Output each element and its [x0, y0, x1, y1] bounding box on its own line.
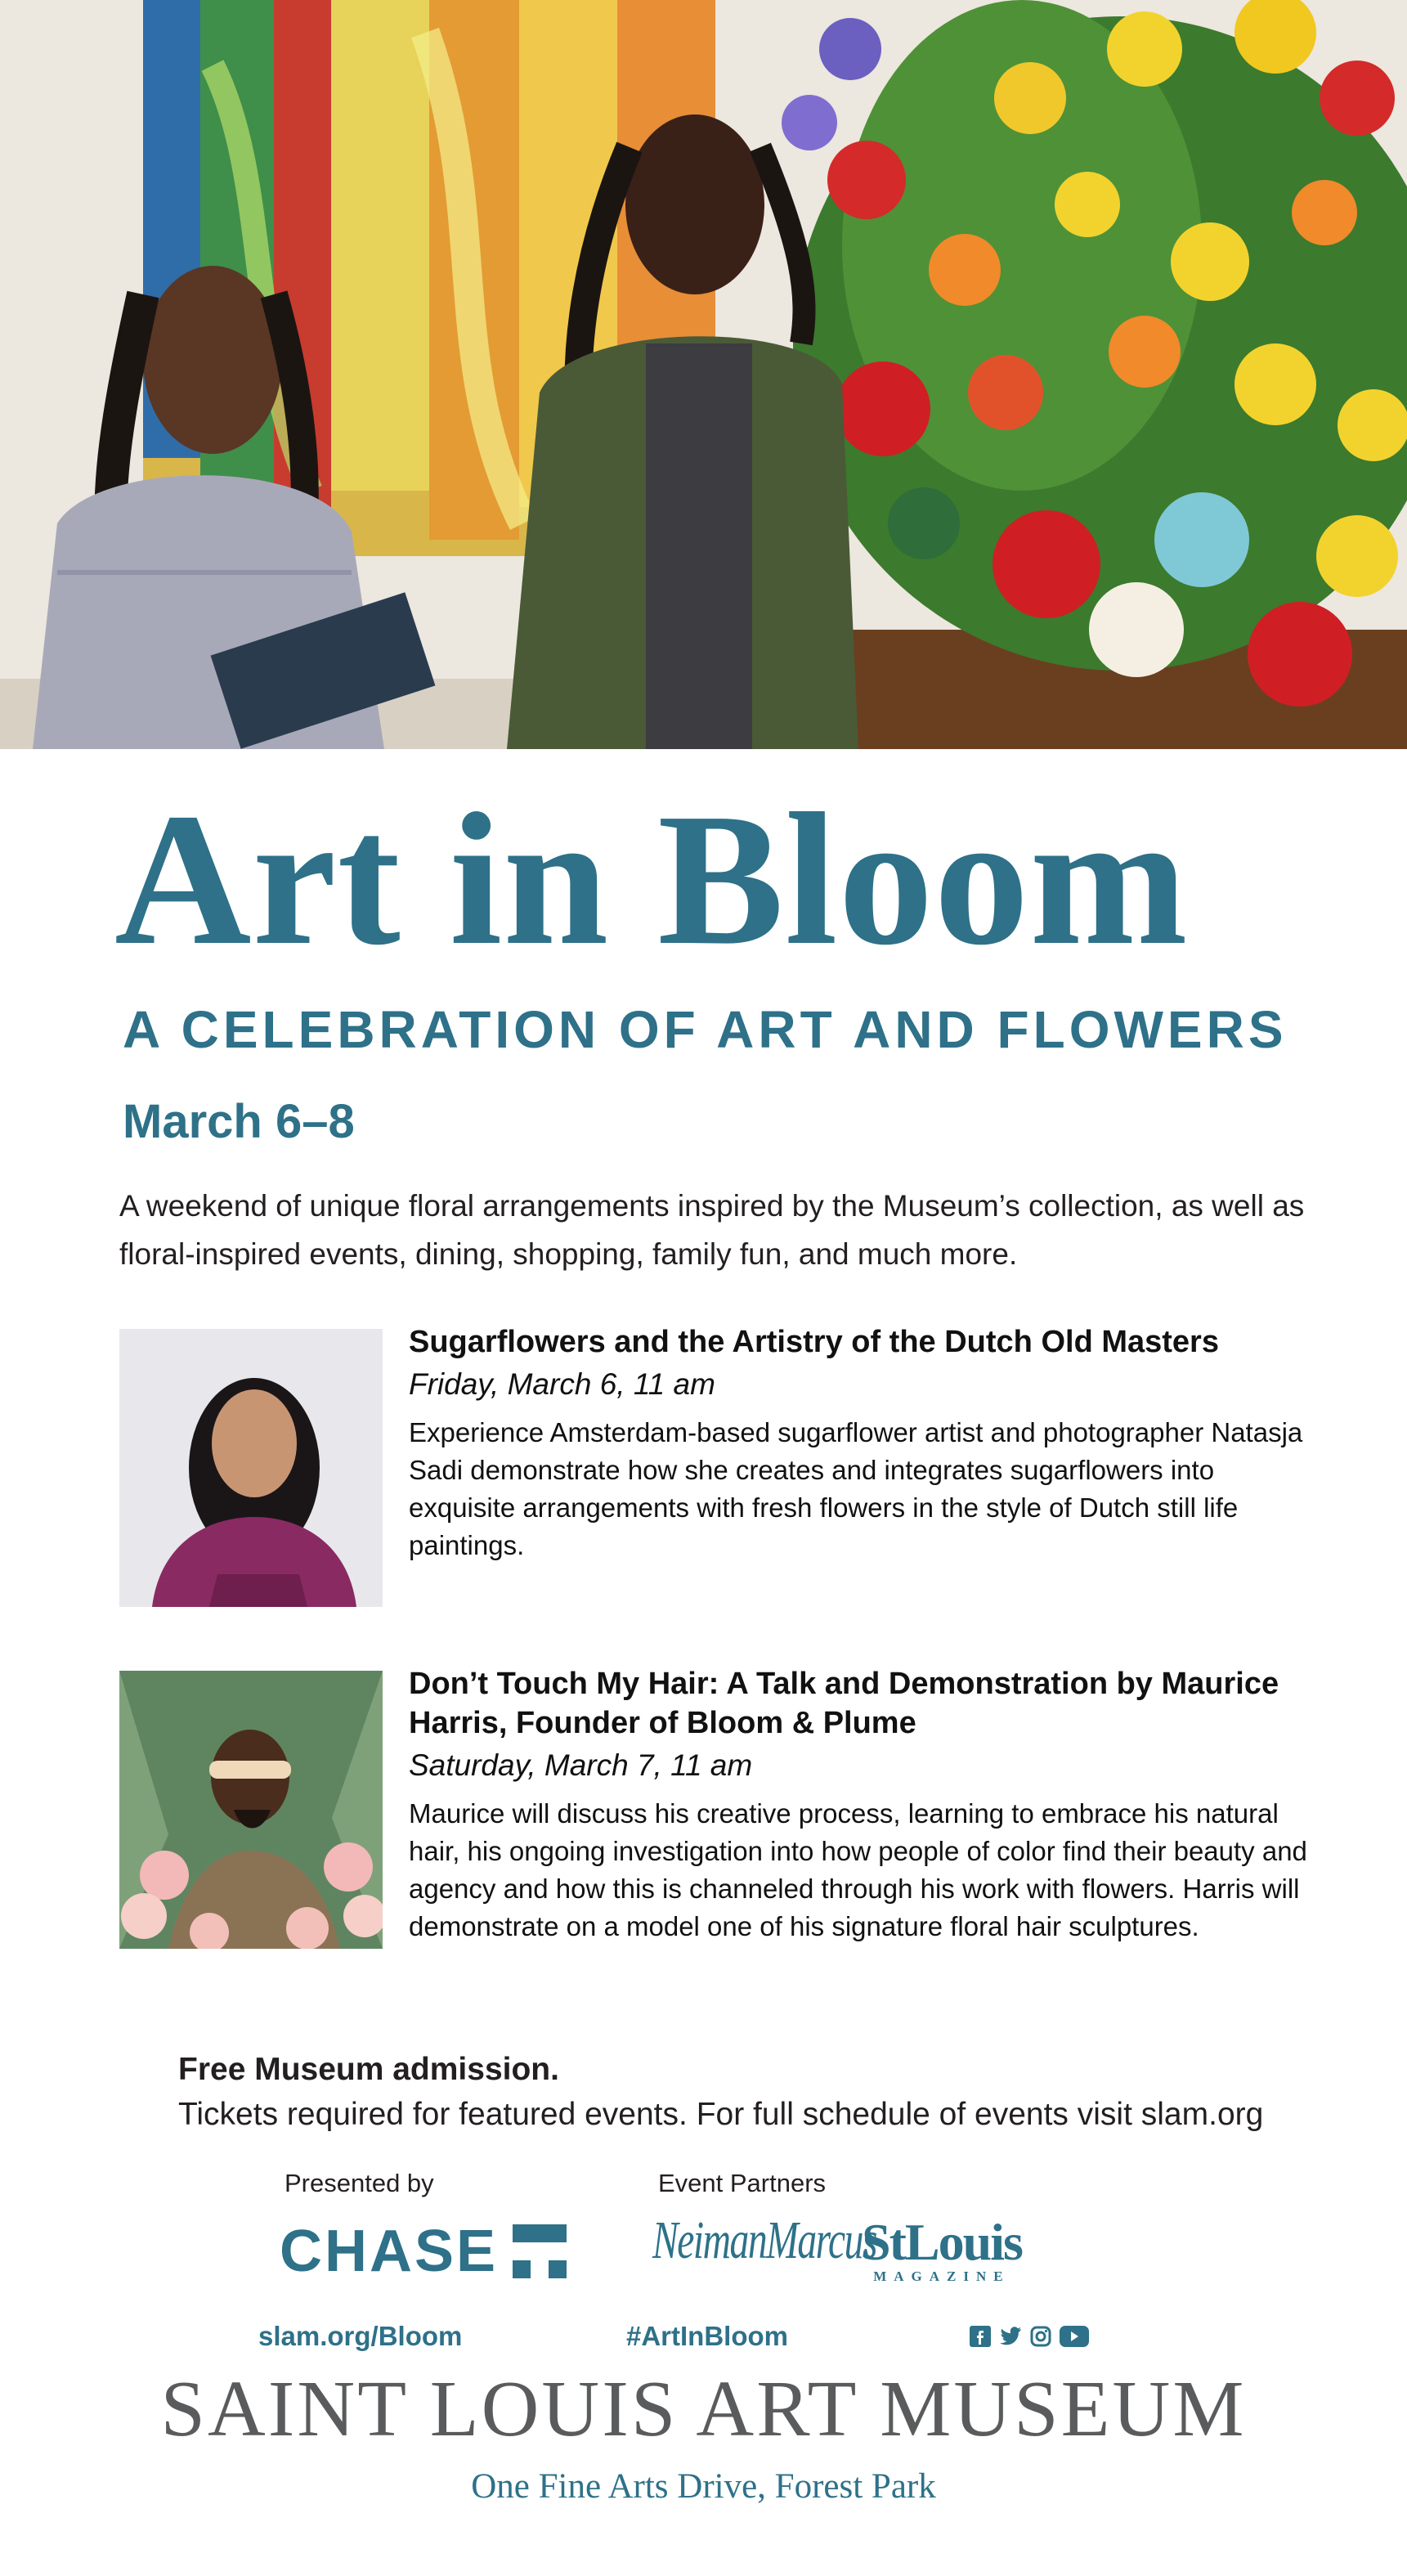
- page-title: Art in Bloom: [114, 774, 1189, 985]
- event-2-title: Don’t Touch My Hair: A Talk and Demonstration by Maurice Harris, Founder of Bloom & Plume: [409, 1667, 1279, 1740]
- event-1-description: Experience Amsterdam-based sugarflower artist and photographer Natasja Sadi demonstrate how she creates and integrates sugarflowers into exquisite arrangements with fresh flowers in the style of Dutch still life paintings.: [409, 1417, 1303, 1560]
- museum-address: One Fine Arts Drive, Forest Park: [471, 2467, 936, 2506]
- social-icons: [970, 2326, 1089, 2347]
- youtube-icon[interactable]: [1060, 2326, 1089, 2347]
- chase-wordmark: CHASE: [280, 2219, 499, 2284]
- chase-logo: [280, 2218, 567, 2285]
- event-dates: March 6–8: [123, 1095, 355, 1148]
- hashtag: #ArtInBloom: [626, 2321, 788, 2351]
- event-partners-label: Event Partners: [658, 2169, 827, 2197]
- page-subtitle: A CELEBRATION OF ART AND FLOWERS: [123, 1000, 1288, 1059]
- st-louis-magazine-sub: MAGAZINE: [873, 2269, 1010, 2284]
- st-louis-wordmark: StLouis: [862, 2213, 1022, 2271]
- portrait-natasja-photo: [119, 1329, 383, 1607]
- hero-photo: [0, 0, 1407, 749]
- website-link[interactable]: slam.org/Bloom: [258, 2321, 463, 2351]
- twitter-icon[interactable]: [999, 2326, 1022, 2347]
- admission-info: [178, 2048, 1372, 2138]
- facebook-icon[interactable]: [970, 2326, 991, 2347]
- event-2-photo: [119, 1671, 383, 1949]
- event-1-photo: [119, 1329, 383, 1607]
- event-1-when: Friday, March 6, 11 am: [409, 1367, 715, 1401]
- st-louis-magazine-logo: [862, 2213, 1022, 2285]
- museum-name: SAINT LOUIS ART MUSEUM: [160, 2365, 1247, 2453]
- admission-headline: Free Museum admission.: [178, 2052, 559, 2087]
- neiman-marcus-logo: NeimanMarcus: [652, 2210, 876, 2270]
- hero-photo-illustration: [0, 0, 1407, 749]
- event-1: [409, 1322, 1324, 1564]
- event-1-title: Sugarflowers and the Artistry of the Dutch Old Masters: [409, 1325, 1219, 1359]
- instagram-icon[interactable]: [1030, 2326, 1051, 2347]
- intro-paragraph: A weekend of unique floral arrangements inspired by the Museum’s collection, as well as floral-inspired events, dining, shopping, family fun, and much more.: [119, 1189, 1305, 1271]
- portrait-maurice-photo: [119, 1671, 383, 1949]
- event-2-description: Maurice will discuss his creative process, learning to embrace his natural hair, his ongoing investigation into how people of color find their beauty and agency and how this is channeled through his work with flowers. Harris will demonstrate on a model one of his signature floral hair sculptures.: [409, 1798, 1307, 1941]
- event-2-when: Saturday, March 7, 11 am: [409, 1748, 753, 1782]
- admission-details: Tickets required for featured events. For full schedule of events visit slam.org: [178, 2097, 1264, 2132]
- chase-octagon-icon: [513, 2224, 567, 2278]
- presented-by-label: Presented by: [285, 2169, 434, 2197]
- event-2: [409, 1664, 1324, 1945]
